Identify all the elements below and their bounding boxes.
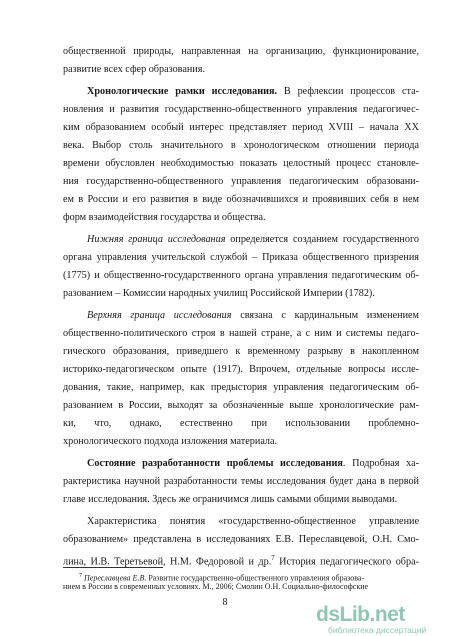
text-span: История педагогического обра- — [274, 556, 419, 568]
section-heading-state: Состояние разработанности проблемы исследования — [87, 458, 343, 469]
section-paragraph-chronology — [87, 86, 419, 98]
text-line: Характеристика понятия «государственно-общественное управление — [87, 516, 419, 527]
text-line-with-footnote-ref — [63, 552, 419, 568]
paragraph-lower-bound — [87, 234, 419, 246]
text-line: форм взаимодействия государства и общества. — [63, 212, 266, 223]
footnote-author: Переславцева Е.В. — [84, 573, 147, 583]
text-line: ния государственно-общественного управления педагогическим образовани- — [63, 176, 419, 187]
text-line: гического образования, приведшего к временному разрыву в накопленном — [63, 346, 419, 357]
text-span: Развитие государственно-общественного управления образова- — [146, 573, 365, 583]
paragraph-upper-bound — [87, 310, 419, 322]
text-span: связана с кардинальным изменением — [231, 310, 419, 321]
text-line: общественно-политического строя в нашей стране, а с ним и системы педаго- — [63, 328, 419, 339]
text-line: образованием» представлена в исследованиях Е.В. Переславцевой, О.Н. Смо- — [63, 534, 419, 545]
text-line: органа управления учительской службой – Приказа общественного призрения — [63, 252, 419, 263]
section-heading-chronology: Хронологические рамки исследования. — [87, 86, 278, 97]
page-number: 8 — [222, 597, 228, 608]
text-span: лина, И.В. Теретьевой, Н.М. Федоровой и др. — [63, 556, 272, 568]
text-line: ем в России и его развития в виде обозначившихся и проявивших себя в нем — [63, 194, 419, 205]
text-line: разованием – Комиссии народных училищ Российской Империи (1782). — [63, 288, 375, 299]
text-line: главе исследования. Здесь же ограничимся лишь самыми общими выводами. — [63, 494, 398, 505]
text-line: ки, что, однако, естественно при использовании проблемно- — [63, 418, 419, 429]
italic-term: Нижняя граница исследования — [87, 234, 226, 245]
watermark-logo: dsLib.net — [316, 603, 405, 626]
footnote-separator — [63, 567, 163, 568]
footnote-ref[interactable]: 7 — [271, 554, 275, 562]
watermark — [316, 603, 446, 635]
text-line: (1775) и общественно-государственного органа управления педагогическим об- — [63, 270, 419, 281]
text-line: рактеристика научной разработанности темы исследования будет дана в первой — [63, 476, 419, 487]
watermark-subtitle: библиотека диссертаций — [328, 625, 427, 635]
text-line: века. Выбор столь значительного в хронологическом отношении периода — [63, 140, 419, 151]
text-span: . Подробная ха- — [342, 458, 419, 469]
footnote-number: 7 — [79, 573, 82, 579]
text-span: определяется созданием государственного — [225, 234, 419, 245]
italic-term: Верхняя граница исследования — [87, 310, 232, 321]
text-line: ким образованием особый интерес представляет период XVIII – начала XX — [63, 122, 419, 133]
text-line: развитие всех сфер образования. — [63, 64, 205, 75]
text-line: разованием в России, выходят за обозначенные выше хронологические рам- — [63, 400, 419, 411]
text-line: историко-педагогическом опыте (1917). Впрочем, отдельные вопросы иссле- — [63, 364, 419, 375]
text-line: хронологического подхода изложения материала. — [63, 436, 278, 447]
footnote-line: нием в России в современных условиях. М., 2006; Смолин О.Н. Социально-философские — [63, 582, 369, 591]
text-line: новления и развития государственно-общественного управления педагогичес- — [63, 104, 419, 115]
section-paragraph-state — [87, 458, 419, 470]
text-span: В рефлексии процессов ста- — [277, 86, 419, 97]
text-line: дования, такие, например, как предыстория управления педагогическим об- — [63, 382, 419, 393]
text-line: времени обусловлен необходимостью показать целостный процесс становле- — [63, 158, 419, 169]
text-line: общественной природы, направленная на организацию, функционирование, — [63, 46, 419, 57]
